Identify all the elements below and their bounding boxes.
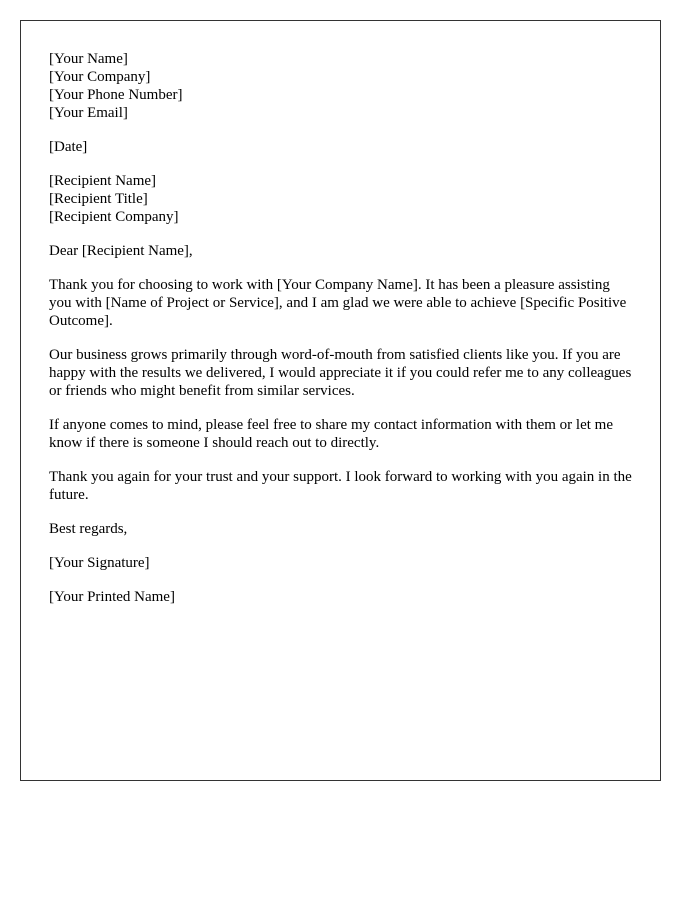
printed-name: [Your Printed Name] <box>49 589 175 605</box>
sender-company: [Your Company] <box>49 69 151 85</box>
body-paragraph: If anyone comes to mind, please feel free to share my contact information with them or let me know if there is someone I should reach out to directly. <box>49 417 613 451</box>
sender-email: [Your Email] <box>49 105 128 121</box>
recipient-company: [Recipient Company] <box>49 209 179 225</box>
closing: Best regards, <box>49 521 128 537</box>
body-paragraph: Thank you again for your trust and your support. I look forward to working with you again in the future. <box>49 469 632 503</box>
salutation: Dear [Recipient Name], <box>49 243 193 259</box>
recipient-title: [Recipient Title] <box>49 191 148 207</box>
recipient-name: [Recipient Name] <box>49 173 157 189</box>
sender-name: [Your Name] <box>49 51 128 67</box>
signature: [Your Signature] <box>49 555 150 571</box>
body-paragraph: Our business grows primarily through word-of-mouth from satisfied clients like you. If you are happy with the results we delivered, I would appreciate it if you could refer me to any colleagues or friends who might benefit from similar services. <box>49 347 632 399</box>
sender-phone: [Your Phone Number] <box>49 87 183 103</box>
sender-block <box>49 50 632 122</box>
letter-date: [Date] <box>49 139 88 155</box>
body-paragraph: Thank you for choosing to work with [Your Company Name]. It has been a pleasure assisting you with [Name of Project or Service], and I am glad we were able to achieve [Specific Positive Outcome]. <box>49 277 627 329</box>
recipient-block <box>49 172 632 226</box>
letter-page <box>20 20 661 781</box>
